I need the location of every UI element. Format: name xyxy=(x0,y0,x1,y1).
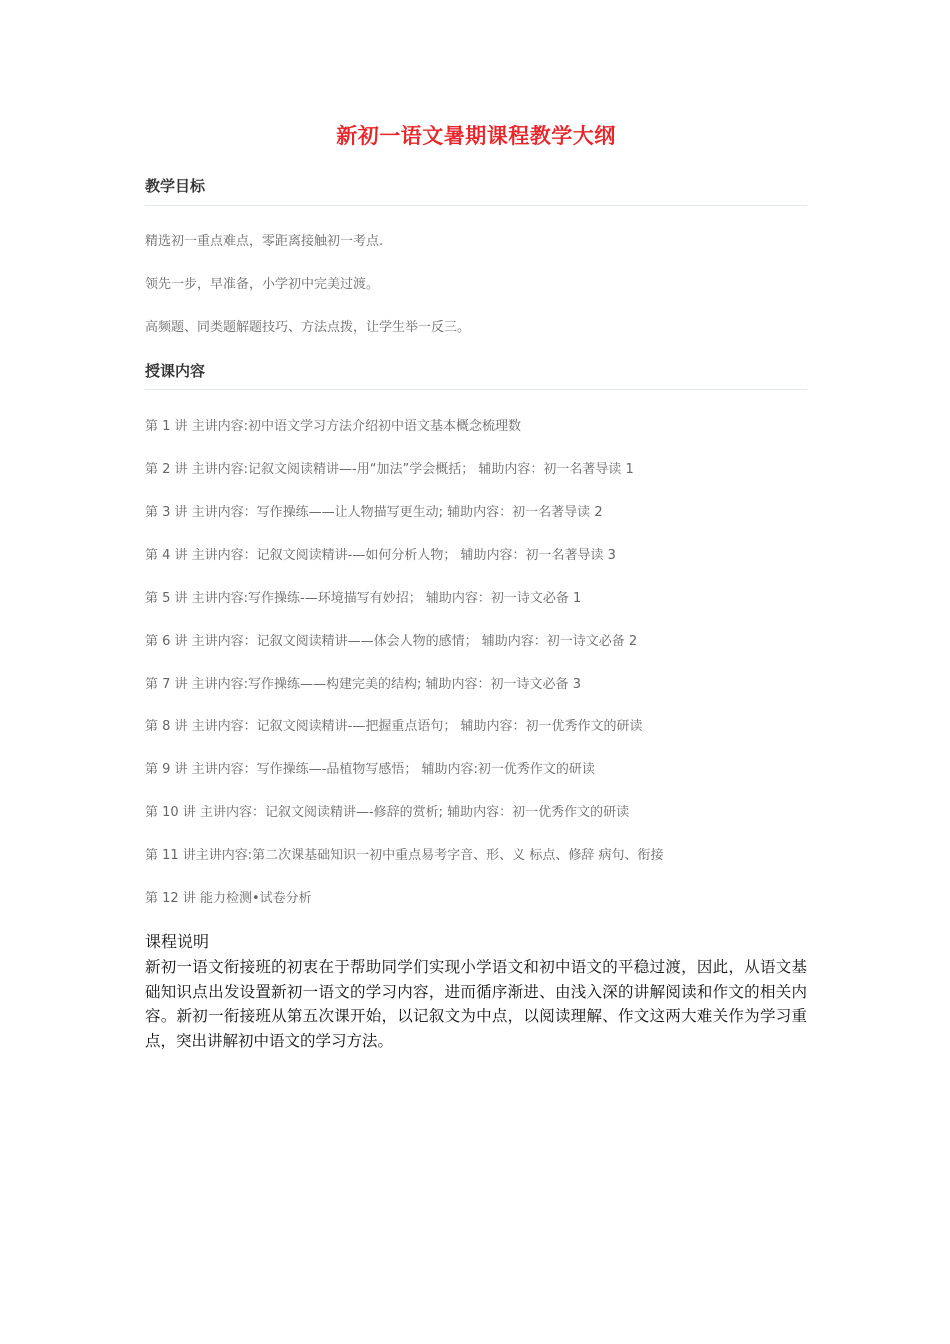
lecture-item: 第 11 讲主讲内容:第二次课基础知识一初中重点易考字音、形、义 标点、修辞 病句、衔接 xyxy=(145,848,664,863)
lecture-item: 第 6 讲 主讲内容：记叙文阅读精讲——体会人物的感情； 辅助内容：初一诗文必备 2 xyxy=(145,634,638,649)
content-divider xyxy=(145,389,807,390)
document-title: 新初一语文暑期课程教学大纲 xyxy=(336,123,616,148)
lecture-item: 第 10 讲 主讲内容：记叙文阅读精讲—-修辞的赏析; 辅助内容：初一优秀作文的研读 xyxy=(145,805,630,820)
goals-heading: 教学目标 xyxy=(145,177,206,195)
lecture-item: 第 4 讲 主讲内容：记叙文阅读精讲-—如何分析人物； 辅助内容：初一名著导读 3 xyxy=(145,548,616,563)
lecture-item: 第 2 讲 主讲内容:记叙文阅读精讲—-用“加法”学会概括； 辅助内容：初一名著导读 1 xyxy=(145,462,634,477)
lecture-item: 第 5 讲 主讲内容:写作操练-—环境描写有妙招； 辅助内容：初一诗文必备 1 xyxy=(145,591,582,606)
notes-heading: 课程说明 xyxy=(145,932,210,951)
goal-item: 领先一步，早准备，小学初中完美过渡。 xyxy=(145,277,380,292)
goal-item: 高频题、同类题解题技巧、方法点拨，让学生举一反三。 xyxy=(145,320,471,335)
notes-body: 新初一语文衔接班的初衷在于帮助同学们实现小学语文和初中语文的平稳过渡，因此，从语文基础知识点出发设置新初一语文的学习内容，进而循序渐进、由浅入深的讲解阅读和作文的相关内容。新初一衔接班从第五次课开始，以记叙文为中点，以阅读理解、作文这两大难关作为学习重点，突出讲解初中语文的学习方法。 xyxy=(145,958,807,1050)
lecture-item: 第 7 讲 主讲内容:写作操练——构建完美的结构; 辅助内容：初一诗文必备 3 xyxy=(145,677,581,692)
content-heading: 授课内容 xyxy=(145,362,206,380)
goal-item: 精选初一重点难点，零距离接触初一考点. xyxy=(145,234,384,249)
lecture-item: 第 8 讲 主讲内容：记叙文阅读精讲-—把握重点语句； 辅助内容：初一优秀作文的研读 xyxy=(145,719,643,734)
lecture-item: 第 1 讲 主讲内容:初中语文学习方法介绍初中语文基本概念梳理数 xyxy=(145,419,522,434)
lecture-item: 第 3 讲 主讲内容：写作操练——让人物描写更生动; 辅助内容：初一名著导读 2 xyxy=(145,505,603,520)
goals-divider xyxy=(145,205,807,206)
lecture-item: 第 12 讲 能力检测•试卷分析 xyxy=(145,891,312,906)
lecture-item: 第 9 讲 主讲内容：写作操练—-品植物写感悟； 辅助内容:初一优秀作文的研读 xyxy=(145,762,595,777)
